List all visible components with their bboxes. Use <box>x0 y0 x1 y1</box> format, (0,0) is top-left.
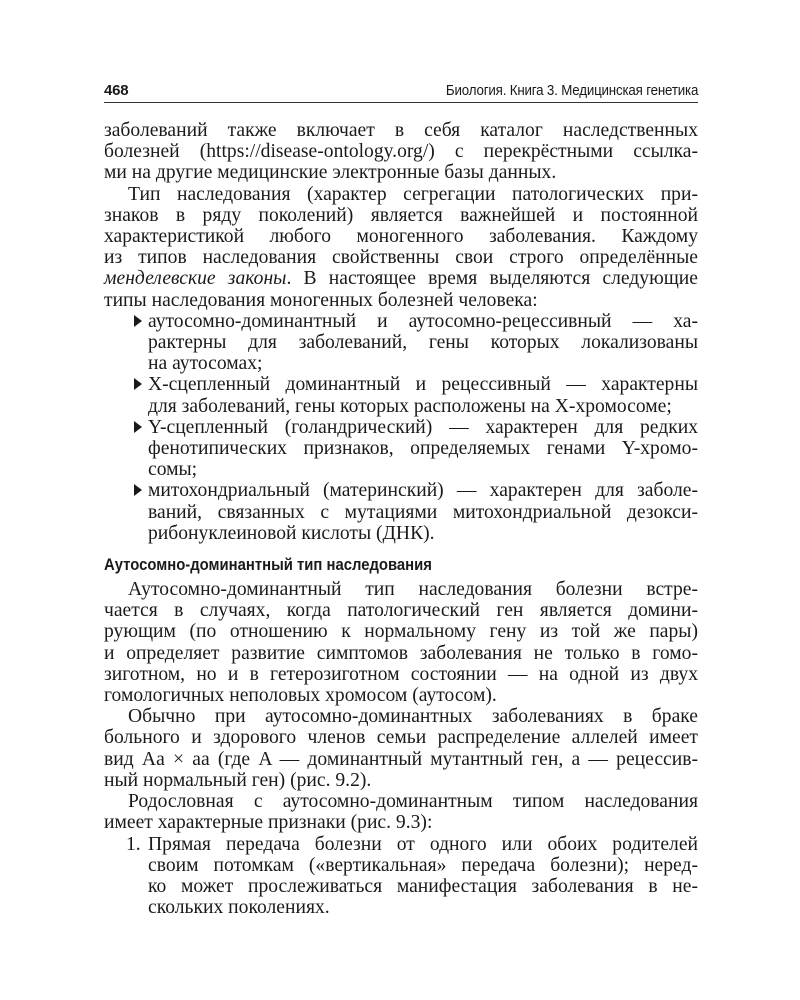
text-line: скольких поколениях. <box>148 897 330 919</box>
text-line: ко может прослеживаться манифестация заболевания в не- <box>148 875 698 897</box>
inheritance-types-list <box>104 311 698 544</box>
text-line: своим потомкам («вертикальная» передача болезни); неред- <box>148 854 698 876</box>
text-line: характеристикой любого моногенного заболевания. Каждому <box>104 226 698 248</box>
text-line: Родословная с аутосомно-доминантным типом наследования <box>128 791 698 813</box>
triangle-bullet-icon <box>134 484 142 496</box>
text-line: сомы; <box>148 459 198 481</box>
text-line: болезней (https://disease-ontology.org/) с перекрёстными ссылка- <box>104 141 698 163</box>
text-line: ный нормальный ген) (рис. 9.2). <box>104 769 372 791</box>
text-line <box>104 268 698 289</box>
text-line: вид Aa × aa (где A — доминантный мутантный ген, a — рецессив- <box>104 748 698 770</box>
triangle-bullet-icon <box>134 378 142 390</box>
text-line: и определяет развитие симптомов заболевания не только в гомо- <box>104 642 698 664</box>
paragraph <box>104 120 698 184</box>
section-heading: Аутосомно-доминантный тип наследования <box>104 556 432 575</box>
text-line: X-сцепленный доминантный и рецессивный — характерны <box>148 374 698 396</box>
list-item <box>104 417 698 481</box>
page-header <box>104 78 698 103</box>
italic-term: менделевские законы <box>104 268 287 290</box>
text-line: фенотипических признаков, определяемых генами Y-хромо- <box>148 438 698 460</box>
triangle-bullet-icon <box>134 421 142 433</box>
text-line: знаков в ряду поколений) является важнейшей и постоянной <box>104 204 698 226</box>
text-line: чается в случаях, когда патологический ген является домини- <box>104 600 698 622</box>
text-line: на аутосомах; <box>148 353 263 375</box>
paragraph <box>104 791 698 833</box>
numbered-item <box>104 834 698 919</box>
text-line: Прямая передача болезни от одного или обоих родителей <box>148 833 698 855</box>
text-line: гомологичных неполовых хромосом (аутосом). <box>104 685 497 707</box>
text-line: для заболеваний, гены которых расположены на X-хромосоме; <box>148 395 672 417</box>
text-fragment: . В настоящее время выделяются следующие <box>286 268 698 290</box>
text-line: Тип наследования (характер сегрегации патологических при- <box>128 183 698 205</box>
text-line: больного и здорового членов семьи распределение аллелей имеет <box>104 727 698 749</box>
list-item <box>104 311 698 375</box>
text-line: заболеваний также включает в себя каталог наследственных <box>104 120 698 141</box>
text-line: рибонуклеиновой кислоты (ДНК). <box>148 522 435 544</box>
text-line: ми на другие медицинские электронные базы данных. <box>104 162 557 184</box>
text-line: Обычно при аутосомно-доминантных заболеваниях в браке <box>128 706 698 728</box>
text-line: Аутосомно-доминантный тип наследования болезни встре- <box>128 579 698 601</box>
text-line: из типов наследования свойственны свои строго определённые <box>104 247 698 269</box>
text-line: аутосомно-доминантный и аутосомно-рецессивный — ха- <box>148 310 698 332</box>
text-line: митохондриальный (материнский) — характерен для заболе- <box>148 480 698 502</box>
paragraph <box>104 579 698 706</box>
page-number: 468 <box>104 82 129 99</box>
text-line: рующим (по отношению к нормальному гену из той же пары) <box>104 621 698 643</box>
running-title: Биология. Книга 3. Медицинская генетика <box>445 83 698 99</box>
text-line: имеет характерные признаки (рис. 9.3): <box>104 812 433 834</box>
text-line: Y-сцепленный (голандрический) — характерен для редких <box>148 416 698 438</box>
item-number: 1. <box>126 833 141 855</box>
list-item <box>104 480 698 544</box>
text-line: типы наследования моногенных болезней человека: <box>104 289 538 311</box>
paragraph <box>104 706 698 791</box>
triangle-bullet-icon <box>134 315 142 327</box>
text-line: рактерны для заболеваний, гены которых локализованы <box>148 332 698 354</box>
page-body <box>104 120 698 918</box>
text-line: зиготном, но и в гетерозиготном состоянии — на одной из двух <box>104 663 698 685</box>
book-page <box>104 78 698 918</box>
list-item <box>104 374 698 416</box>
paragraph <box>104 184 698 311</box>
text-line: ваний, связанных с мутациями митохондриальной дезокси- <box>148 501 698 523</box>
